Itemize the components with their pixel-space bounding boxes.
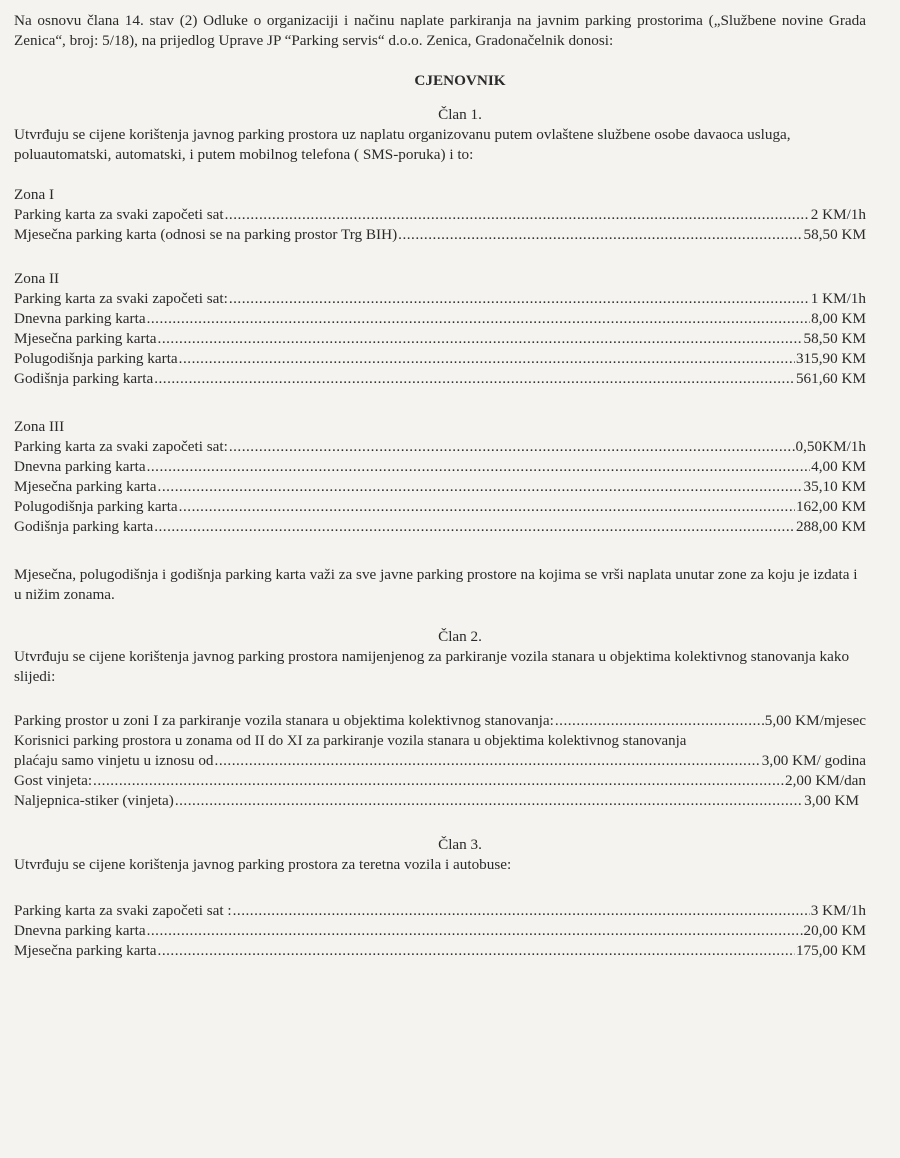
price-label: Parking karta za svaki započeti sat: (14, 290, 228, 307)
document-content (14, 11, 866, 961)
clan-2-text: Utvrđuju se cijene korištenja javnog parking prostora namijenjenog za parkiranje vozila stanara u objektima kolektivnog stanovanja kako slijedi: (14, 648, 850, 685)
price-label: Dnevna parking karta (14, 922, 146, 939)
price-label: Parking karta za svaki započeti sat (14, 206, 224, 223)
dot-leader (154, 517, 795, 537)
price-value: 561,60 KM (795, 370, 866, 387)
price-row (14, 771, 866, 791)
price-row (14, 349, 866, 369)
zone-3 (14, 417, 866, 537)
clan-3-text: Utvrđuju se cijene korištenja javnog parking prostora za teretna vozila i autobuse: (14, 856, 512, 873)
dot-leader (215, 751, 761, 771)
price-row (14, 329, 866, 349)
price-value: 2 KM/1h (810, 206, 866, 223)
price-label: Polugodišnja parking karta (14, 350, 178, 367)
price-value: 175,00 KM (795, 942, 866, 959)
dot-leader (158, 329, 803, 349)
price-label: Polugodišnja parking karta (14, 498, 178, 515)
price-row (14, 309, 866, 329)
clan-1-heading: Član 1. (438, 106, 482, 123)
clan-1-text: Utvrđuju se cijene korištenja javnog parking prostora uz naplatu organizovanu putem ovlaštene službene osobe davaoca usluga, poluautomatski, automatski, i putem mobilnog telefona ( SMS-poruka) i to: (14, 126, 791, 163)
zone-1 (14, 185, 866, 245)
zone-title: Zona I (14, 186, 55, 203)
price-row (14, 457, 866, 477)
price-row (14, 477, 866, 497)
price-value: 5,00 KM/mjesec (764, 712, 866, 729)
price-value: 0,50KM/1h (795, 438, 866, 455)
text-line: Korisnici parking prostora u zonama od II do XI za parkiranje vozila stanara u objektima kolektivnog stanovanja (14, 733, 687, 749)
intro-paragraph: Na osnovu člana 14. stav (2) Odluke o organizaciji i načinu naplate parkiranja na javnim parking prostorima („Službene novine Grada Zenica“, broj: 5/18), na prijedlog Uprave JP “Parking servis“ d.o.o. Zenica, Gradonačelnik donosi: (14, 12, 866, 49)
dot-leader (179, 349, 795, 369)
price-value: 58,50 KM (803, 226, 866, 243)
price-label: Godišnja parking karta (14, 518, 154, 535)
price-label: Naljepnica-stiker (vinjeta) (14, 792, 174, 809)
clan-2-list (14, 711, 866, 811)
zone-title: Zona II (14, 270, 60, 287)
price-value: 162,00 KM (795, 498, 866, 515)
clan-3-list (14, 901, 866, 961)
price-label: Mjesečna parking karta (14, 330, 157, 347)
clan-1-note: Mjesečna, polugodišnja i godišnja parking karta važi za sve javne parking prostore na kojima se vrši naplata unutar zone za koju je izdata i u nižim zonama. (14, 566, 858, 603)
price-row (14, 791, 859, 811)
dot-leader (154, 369, 795, 389)
dot-leader (175, 791, 803, 811)
dot-leader (179, 497, 795, 517)
price-value: 3 KM/1h (810, 902, 866, 919)
price-label: Mjesečna parking karta (14, 478, 157, 495)
price-row (14, 517, 866, 537)
price-value: 315,90 KM (795, 350, 866, 367)
price-label: Godišnja parking karta (14, 370, 154, 387)
dot-leader (555, 711, 764, 731)
price-row (14, 901, 866, 921)
dot-leader (229, 437, 795, 457)
dot-leader (147, 457, 811, 477)
price-value: 2,00 KM/dan (785, 772, 866, 789)
price-label: Parking karta za svaki započeti sat : (14, 902, 232, 919)
dot-leader (147, 309, 811, 329)
dot-leader (233, 901, 810, 921)
clan-2-heading: Član 2. (438, 628, 482, 645)
price-value: 20,00 KM (803, 922, 866, 939)
price-label: Gost vinjeta: (14, 772, 93, 789)
price-value: 3,00 KM (804, 792, 859, 809)
price-row (14, 497, 866, 517)
price-label: Dnevna parking karta (14, 458, 146, 475)
price-row (14, 437, 866, 457)
price-value: 288,00 KM (795, 518, 866, 535)
zone-title: Zona III (14, 418, 65, 435)
price-row (14, 711, 866, 731)
clan-3-heading: Član 3. (438, 836, 482, 853)
dot-leader (147, 921, 803, 941)
price-row (14, 205, 866, 225)
price-row (14, 921, 866, 941)
price-row (14, 225, 866, 245)
price-value: 4,00 KM (811, 458, 866, 475)
price-row (14, 289, 866, 309)
dot-leader (229, 289, 810, 309)
dot-leader (225, 205, 810, 225)
price-row (14, 941, 866, 961)
price-row (14, 751, 866, 771)
price-label: Mjesečna parking karta (odnosi se na parking prostor Trg BIH) (14, 226, 398, 243)
price-row (14, 369, 866, 389)
price-label: plaćaju samo vinjetu u iznosu od (14, 752, 214, 769)
price-value: 58,50 KM (803, 330, 866, 347)
dot-leader (158, 941, 795, 961)
dot-leader (398, 225, 802, 245)
price-value: 3,00 KM/ godina (761, 752, 866, 769)
dot-leader (93, 771, 784, 791)
price-value: 8,00 KM (811, 310, 866, 327)
price-label: Mjesečna parking karta (14, 942, 157, 959)
price-label: Parking prostor u zoni I za parkiranje vozila stanara u objektima kolektivnog stanovanja: (14, 712, 554, 729)
document-title: CJENOVNIK (414, 72, 506, 89)
price-label: Parking karta za svaki započeti sat: (14, 438, 228, 455)
price-value: 35,10 KM (803, 478, 866, 495)
dot-leader (158, 477, 803, 497)
zone-2 (14, 269, 866, 389)
price-value: 1 KM/1h (810, 290, 866, 307)
price-label: Dnevna parking karta (14, 310, 146, 327)
